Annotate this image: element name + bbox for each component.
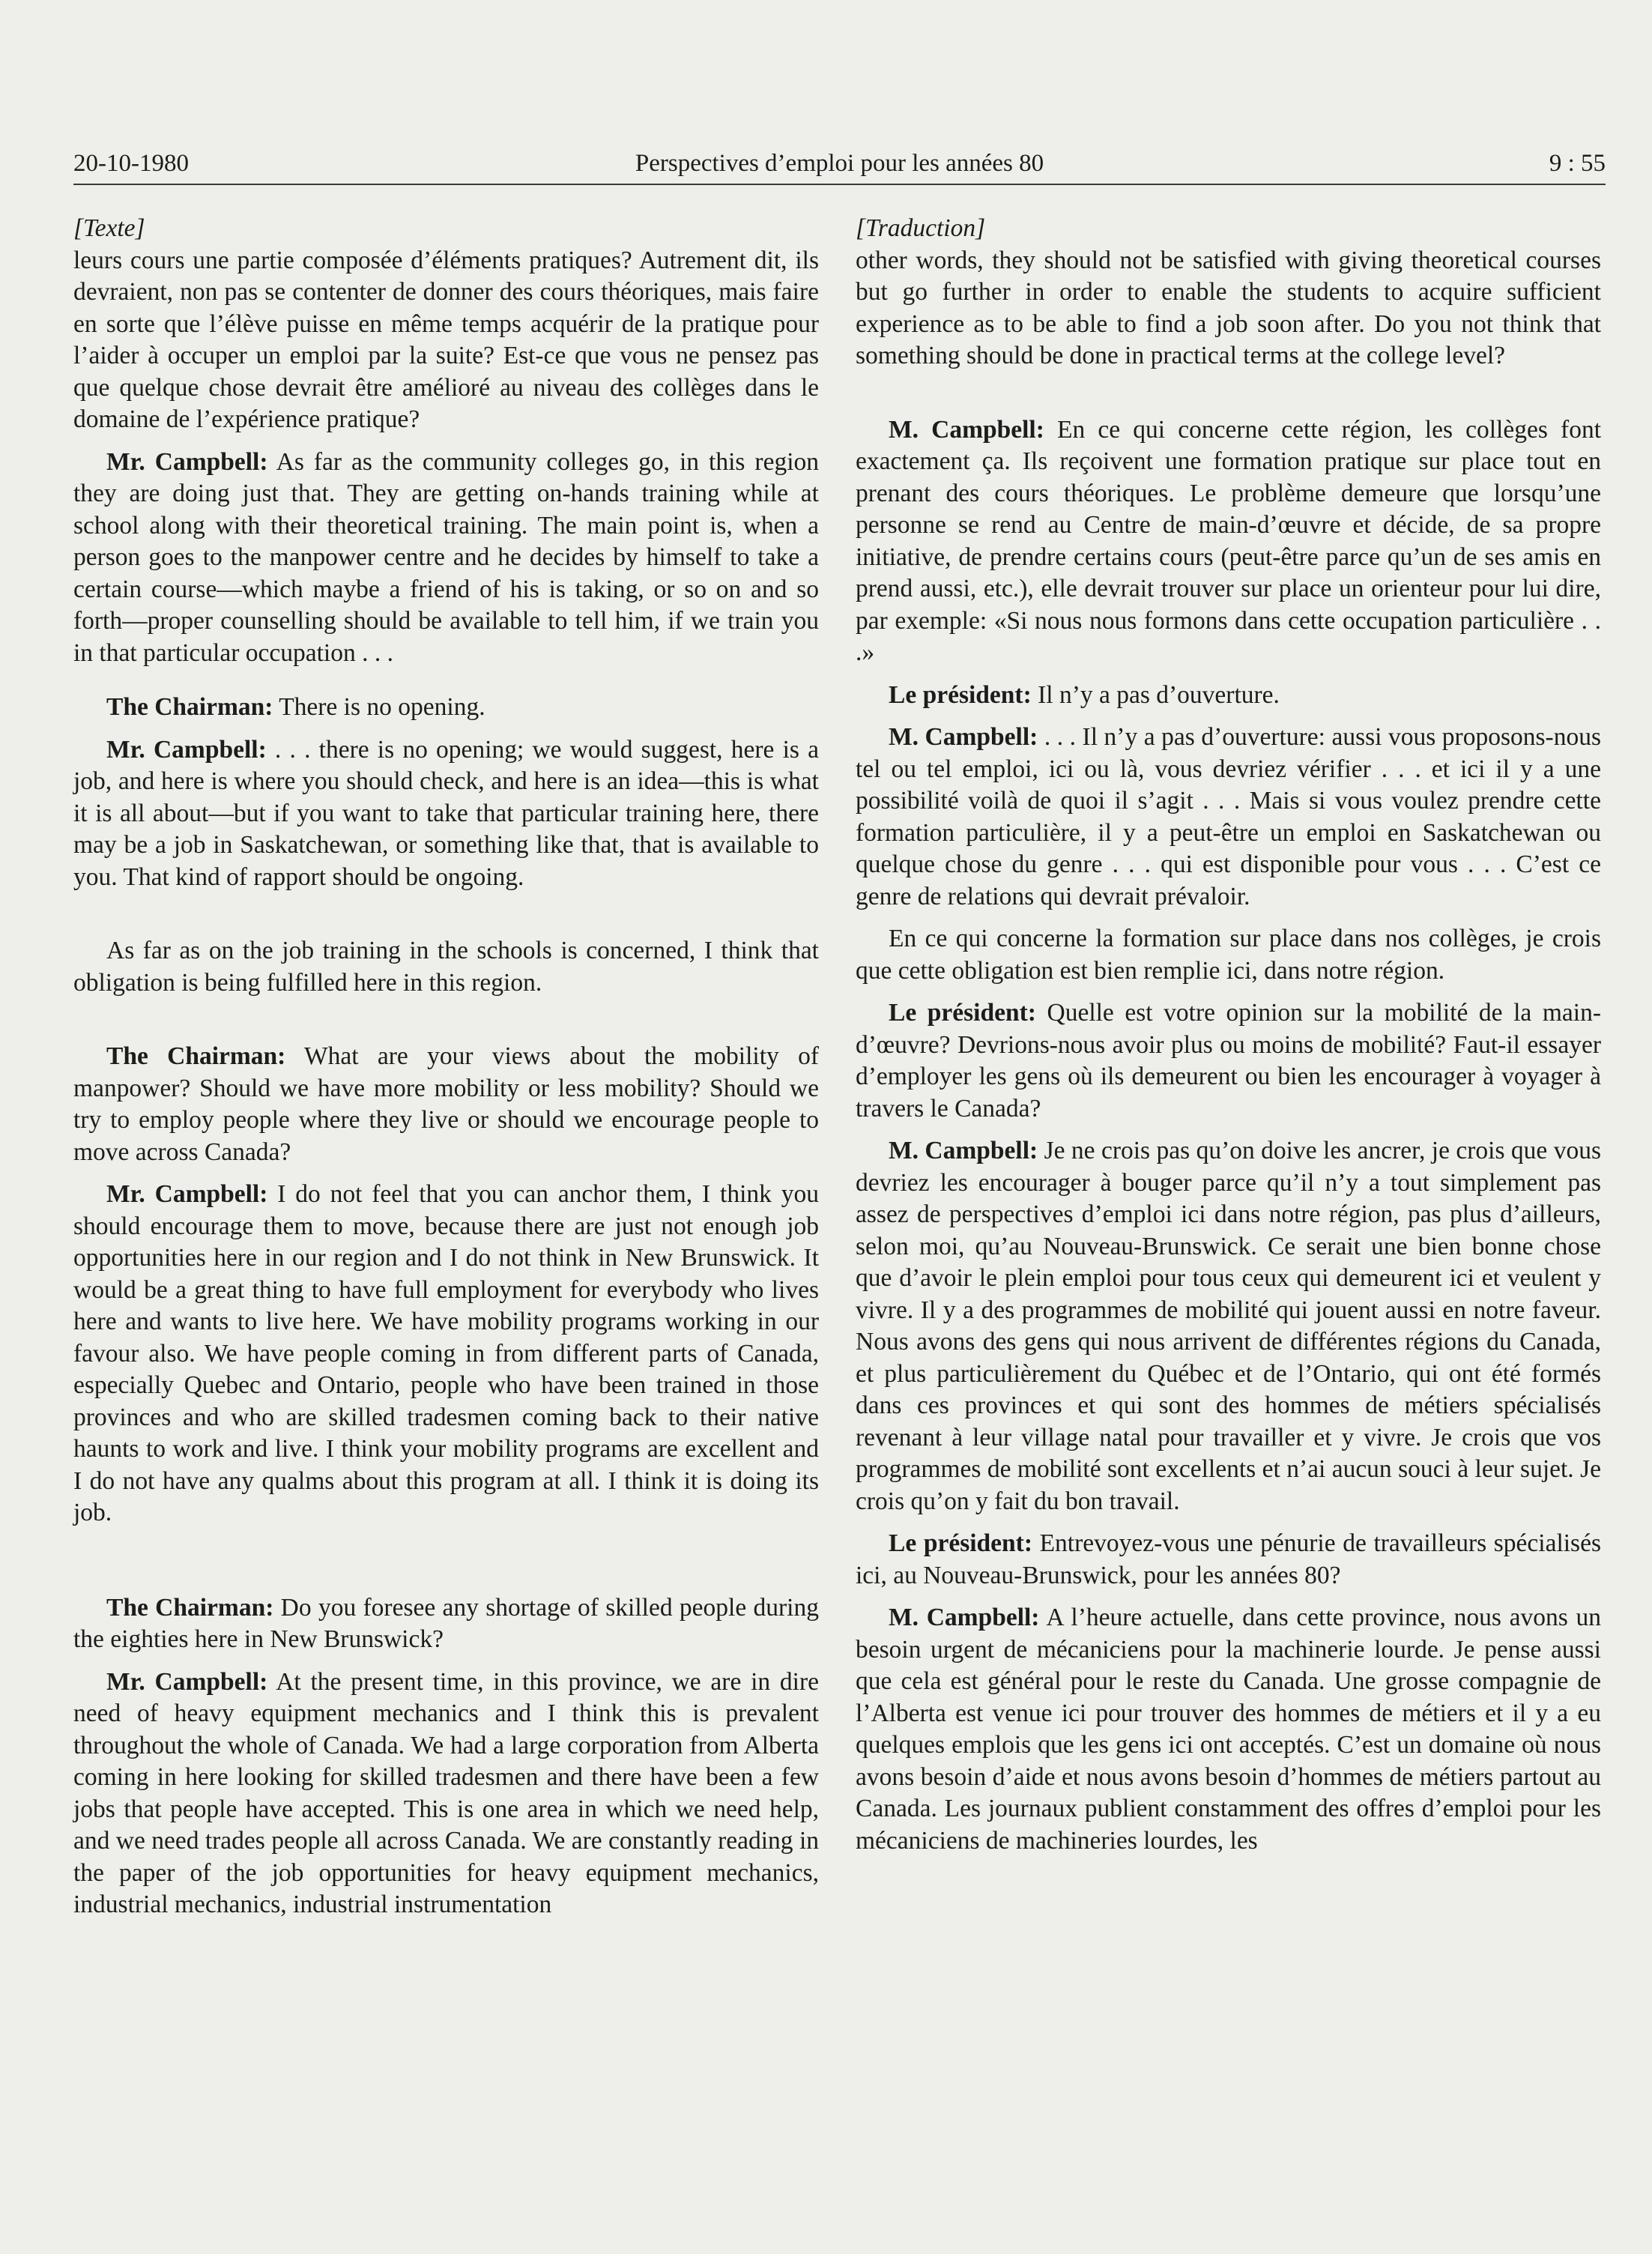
speaker-label: The Chairman: [106,693,273,721]
speech-text: A l’heure actuelle, dans cette province, nous avons un besoin urgent de mécaniciens pour la machinerie lourde. Je pense aussi que cela est général pour le reste du Canada. Une grosse compagnie de l’Alberta est venue ici pour trouver des hommes de métiers et il y a eu quelques emplois que les gens ici ont acceptés. C’est un domaine où nous avons besoin d’aide et nous avons besoin d’hommes de métiers partout au Canada. Les journaux publient constamment des offres d’emploi pour les mécaniciens de machineries lourdes, les [856,1604,1601,1855]
speaker-label: Le président: [889,1529,1032,1557]
paragraph: leurs cours une partie composée d’éléments pratiques? Autrement dit, ils devraient, non pas se contenter de donner des cours théoriques, mais faire en sorte que l’élève puisse en même temps acquérir de la pratique pour l’aider à occuper un emploi par la suite? Est-ce que vous ne pensez pas que quelque chose devrait être amélioré au niveau des collèges dans le domaine de l’expérience pratique? [73,246,819,433]
paragraph [73,1592,819,1656]
paragraph [856,1135,1601,1517]
paragraph [73,1179,819,1529]
speaker-label: M. Campbell: [889,723,1038,751]
column-marker: [Texte] [73,214,145,242]
paragraph [856,1602,1601,1857]
speech-text: Je ne crois pas qu’on doive les ancrer, je crois que vous devriez les encourager à bouger parce qu’il n’y a tout simplement pas assez de perspectives d’emploi ici dans notre région, pas plus d’ailleurs, selon moi, qu’au Nouveau-Brunswick. Ce serait une bien bonne chose que d’avoir le plein emploi pour tous ceux qui demeurent ici et veulent y vivre. Il y a des programmes de mobilité qui jouent aussi en notre faveur. Nous avons des gens qui nous arrivent de différentes régions du Canada, et plus particulièrement du Québec et de l’Ontario, qui ont été formés dans ces provinces et qui sont des hommes de métiers spécialisés revenant à leur village natal pour travailler et y vivre. Je crois que vos programmes de mobilité sont excellents et n’ai aucun souci à leur sujet. Je crois qu’on y fait du bon travail. [856,1137,1601,1515]
speech-text: I do not feel that you can anchor them, I think you should encourage them to move, because there are just not enough job opportunities here in our region and I do not think in New Brunswick. It would be a great thing to have full employment for everybody who lives here and wants to live here. We have mobility programs working in our favour also. We have people coming in from different parts of Canada, especially Quebec and Ontario, people who have been trained in those provinces and who are skilled tradesmen coming back to their native haunts to work and live. I think your mobility programs are excellent and I do not have any qualms about this program at all. I think it is doing its job. [73,1180,819,1526]
speech-text: . . . there is no opening; we would suggest, here is a job, and here is where you should check, and here is an idea—this is what it is all about—but if you want to take that particular training here, there may be a job in Saskatchewan, or something like that, that is available to you. That kind of rapport should be ongoing. [73,735,819,891]
paragraph: As far as on the job training in the schools is concerned, I think that obligation is being fulfilled here in this region. [73,937,819,997]
header-date: 20-10-1980 [73,150,189,177]
speaker-label: Mr. Campbell: [106,447,268,476]
header-title: Perspectives d’emploi pour les années 80 [635,150,1044,177]
header-rule [73,184,1606,185]
speech-text: What are your views about the mobility of manpower? Should we have more mobility or less mobility? Should we try to employ people where they live or should we encourage people to move across Canada? [73,1042,819,1166]
paragraph [73,734,819,894]
speaker-label: Le président: [889,680,1032,709]
paragraph [856,997,1601,1125]
paragraph: other words, they should not be satisfied with giving theoretical courses but go further in order to enable the students to acquire sufficient experience as to be able to find a job soon after. Do you not think that something should be done in practical terms at the college level? [856,246,1601,369]
speaker-label: The Chairman: [106,1593,274,1622]
paragraph [856,722,1601,913]
paragraph [73,1667,819,1921]
header-page-number: 9 : 55 [1549,150,1606,177]
speech-text: Entrevoyez-vous une pénurie de travailleurs spécialisés ici, au Nouveau-Brunswick, pour les années 80? [856,1529,1601,1589]
paragraph [856,1528,1601,1592]
speaker-label: The Chairman: [106,1042,286,1070]
speech-text: Do you foresee any shortage of skilled people during the eighties here in New Brunswick? [73,1593,819,1653]
speech-text: Quelle est votre opinion sur la mobilité de la main-d’œuvre? Devrions-nous avoir plus ou moins de mobilité? Faut-il essayer d’employer les gens où ils demeurent ou bien les encourager à voyager à travers le Canada? [856,999,1601,1123]
paragraph [856,414,1601,669]
page-header [73,142,1606,184]
speaker-label: M. Campbell: [889,1137,1038,1164]
paragraph [73,1041,819,1168]
speech-text: Il n’y a pas d’ouverture. [1031,680,1280,709]
speaker-label: M. Campbell: [889,1604,1040,1631]
column-french [856,213,1601,1857]
paragraph [73,692,819,724]
paragraph [73,447,819,670]
speech-text: There is no opening. [273,693,485,721]
paragraph: En ce qui concerne la formation sur place dans nos collèges, je crois que cette obligation est bien remplie ici, dans notre région. [856,925,1601,985]
column-marker: [Traduction] [856,214,986,242]
speaker-label: Mr. Campbell: [106,1180,268,1208]
speaker-label: M. Campbell: [889,415,1044,444]
column-english [73,213,819,1921]
speaker-label: Le président: [889,999,1036,1027]
speaker-label: Mr. Campbell: [106,735,267,764]
speaker-label: Mr. Campbell: [106,1667,268,1696]
speech-text: En ce qui concerne cette région, les collèges font exactement ça. Ils reçoivent une formation pratique sur place tout en prenant des cours théoriques. Le problème demeure que lorsqu’une personne se rend au Centre de main-d’œuvre et décide, de sa propre initiative, de prendre certains cours (peut-être parce qu’un de ses amis en prend aussi, etc.), elle devrait trouver sur place un orienteur pour lui dire, par exemple: «Si nous nous formons dans cette occupation particulière . . .» [856,415,1601,666]
paragraph [856,680,1601,712]
speech-text: . . . Il n’y a pas d’ouverture: aussi vous proposons-nous tel ou tel emploi, ici ou là, vous devriez vérifier . . . et ici il y a une possibilité voilà de quoi il s’agit . . . Mais si vous voulez prendre cette formation particulière, il y a peut-être un emploi en Saskatchewan ou quelque chose du genre . . . qui est disponible pour vous . . . C’est ce genre de relations qui devrait prévaloir. [856,723,1601,910]
speech-text: At the present time, in this province, we are in dire need of heavy equipment mechanics and I think this is prevalent throughout the whole of Canada. We had a large corporation from Alberta coming in here looking for skilled tradesmen and there have been a few jobs that people have accepted. This is one area in which we need help, and we need trades people all across Canada. We are constantly reading in the paper of the job opportunities for heavy equipment mechanics, industrial mechanics, industrial instrumentation [73,1667,819,1918]
speech-text: As far as the community colleges go, in this region they are doing just that. They are getting on-hands training while at school along with their theoretical training. The main point is, when a person goes to the manpower centre and he decides by himself to take a certain course—which maybe a friend of his is taking, or so on and so forth—proper counselling should be available to tell him, if we train you in that particular occupation . . . [73,447,819,667]
